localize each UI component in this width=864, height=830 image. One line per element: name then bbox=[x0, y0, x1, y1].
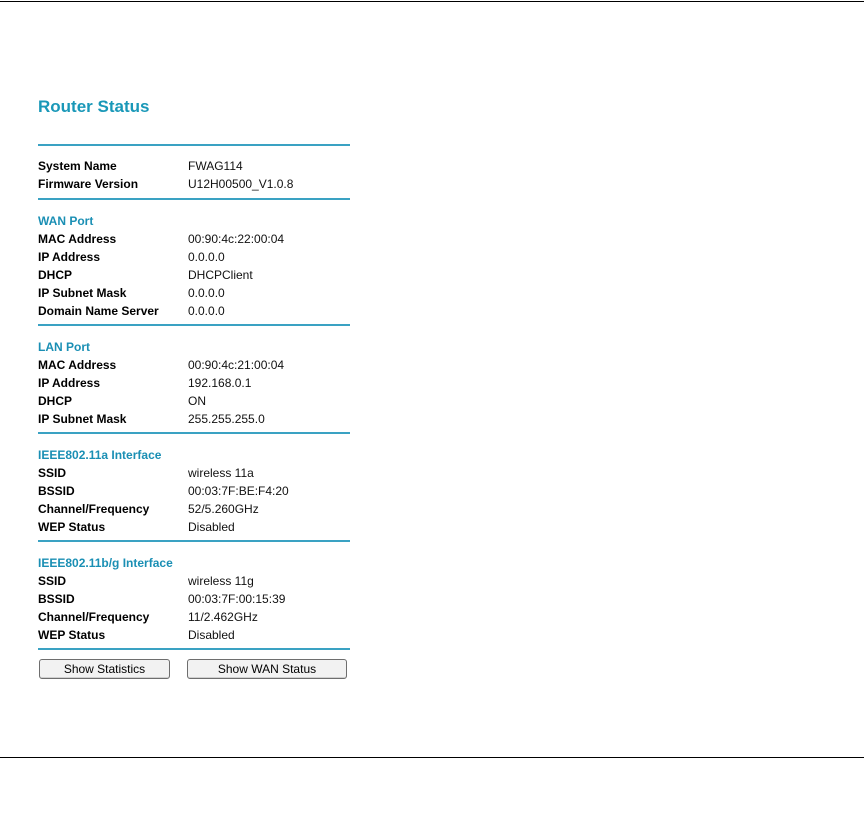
show-statistics-button[interactable]: Show Statistics bbox=[39, 659, 170, 679]
button-bar bbox=[38, 659, 350, 679]
top-border-line bbox=[0, 1, 864, 2]
router-status-panel bbox=[38, 97, 350, 679]
info-row bbox=[38, 356, 350, 374]
field-label: WEP Status bbox=[38, 628, 106, 642]
info-row bbox=[38, 374, 350, 392]
field-value: DHCPClient bbox=[188, 268, 253, 282]
field-label: BSSID bbox=[38, 592, 75, 606]
field-value: 52/5.260GHz bbox=[188, 502, 259, 516]
info-row bbox=[38, 410, 350, 428]
section-heading-wan: WAN Port bbox=[38, 214, 94, 228]
info-row bbox=[38, 266, 350, 284]
field-label: SSID bbox=[38, 574, 67, 588]
field-label: Domain Name Server bbox=[38, 304, 159, 318]
info-row bbox=[38, 572, 350, 590]
info-row bbox=[38, 626, 350, 644]
field-value: 00:90:4c:22:00:04 bbox=[188, 232, 285, 246]
field-value: 00:03:7F:BE:F4:20 bbox=[188, 484, 289, 498]
field-value: wireless 11g bbox=[188, 574, 254, 588]
info-row bbox=[38, 230, 350, 248]
field-value: 192.168.0.1 bbox=[188, 376, 252, 390]
page-title: Router Status bbox=[38, 97, 150, 116]
info-row bbox=[38, 248, 350, 266]
field-label: MAC Address bbox=[38, 232, 117, 246]
field-value: 11/2.462GHz bbox=[188, 610, 258, 624]
info-row bbox=[38, 302, 350, 320]
field-value: 0.0.0.0 bbox=[188, 286, 225, 300]
field-label: Channel/Frequency bbox=[38, 610, 150, 624]
field-label: IP Address bbox=[38, 250, 101, 264]
info-row bbox=[38, 500, 350, 518]
info-row bbox=[38, 482, 350, 500]
field-value: FWAG114 bbox=[188, 159, 243, 173]
wan-section bbox=[38, 200, 350, 324]
field-value: 0.0.0.0 bbox=[188, 250, 225, 264]
field-value: 0.0.0.0 bbox=[188, 304, 225, 318]
field-label: DHCP bbox=[38, 394, 73, 408]
field-label: WEP Status bbox=[38, 520, 106, 534]
system-section bbox=[38, 146, 350, 198]
field-value: U12H00500_V1.0.8 bbox=[188, 177, 294, 191]
info-row bbox=[38, 608, 350, 626]
bottom-border-line bbox=[0, 757, 864, 758]
field-label: System Name bbox=[38, 159, 117, 173]
section-heading-wlan-bg: IEEE802.11b/g Interface bbox=[38, 556, 173, 570]
wlan-bg-section bbox=[38, 542, 350, 648]
field-label: Firmware Version bbox=[38, 177, 139, 191]
separator bbox=[38, 648, 350, 650]
info-row bbox=[38, 518, 350, 536]
lan-section bbox=[38, 326, 350, 432]
info-row bbox=[38, 464, 350, 482]
field-label: IP Subnet Mask bbox=[38, 286, 127, 300]
info-row bbox=[38, 590, 350, 608]
info-row bbox=[38, 392, 350, 410]
show-wan-status-button[interactable]: Show WAN Status bbox=[187, 659, 347, 679]
field-label: SSID bbox=[38, 466, 67, 480]
field-value: Disabled bbox=[188, 628, 235, 642]
field-value: wireless 11a bbox=[188, 466, 254, 480]
info-row bbox=[38, 284, 350, 302]
section-heading-wlan-a: IEEE802.11a Interface bbox=[38, 448, 162, 462]
info-row-system-name bbox=[38, 157, 350, 175]
field-label: DHCP bbox=[38, 268, 73, 282]
field-value: 255.255.255.0 bbox=[188, 412, 265, 426]
field-value: ON bbox=[188, 394, 206, 408]
field-label: Channel/Frequency bbox=[38, 502, 150, 516]
field-value: 00:03:7F:00:15:39 bbox=[188, 592, 286, 606]
field-label: MAC Address bbox=[38, 358, 117, 372]
field-value: Disabled bbox=[188, 520, 235, 534]
info-row-firmware-version bbox=[38, 175, 350, 193]
section-heading-lan: LAN Port bbox=[38, 340, 90, 354]
field-label: BSSID bbox=[38, 484, 75, 498]
field-label: IP Address bbox=[38, 376, 101, 390]
field-value: 00:90:4c:21:00:04 bbox=[188, 358, 285, 372]
wlan-a-section bbox=[38, 434, 350, 540]
field-label: IP Subnet Mask bbox=[38, 412, 127, 426]
